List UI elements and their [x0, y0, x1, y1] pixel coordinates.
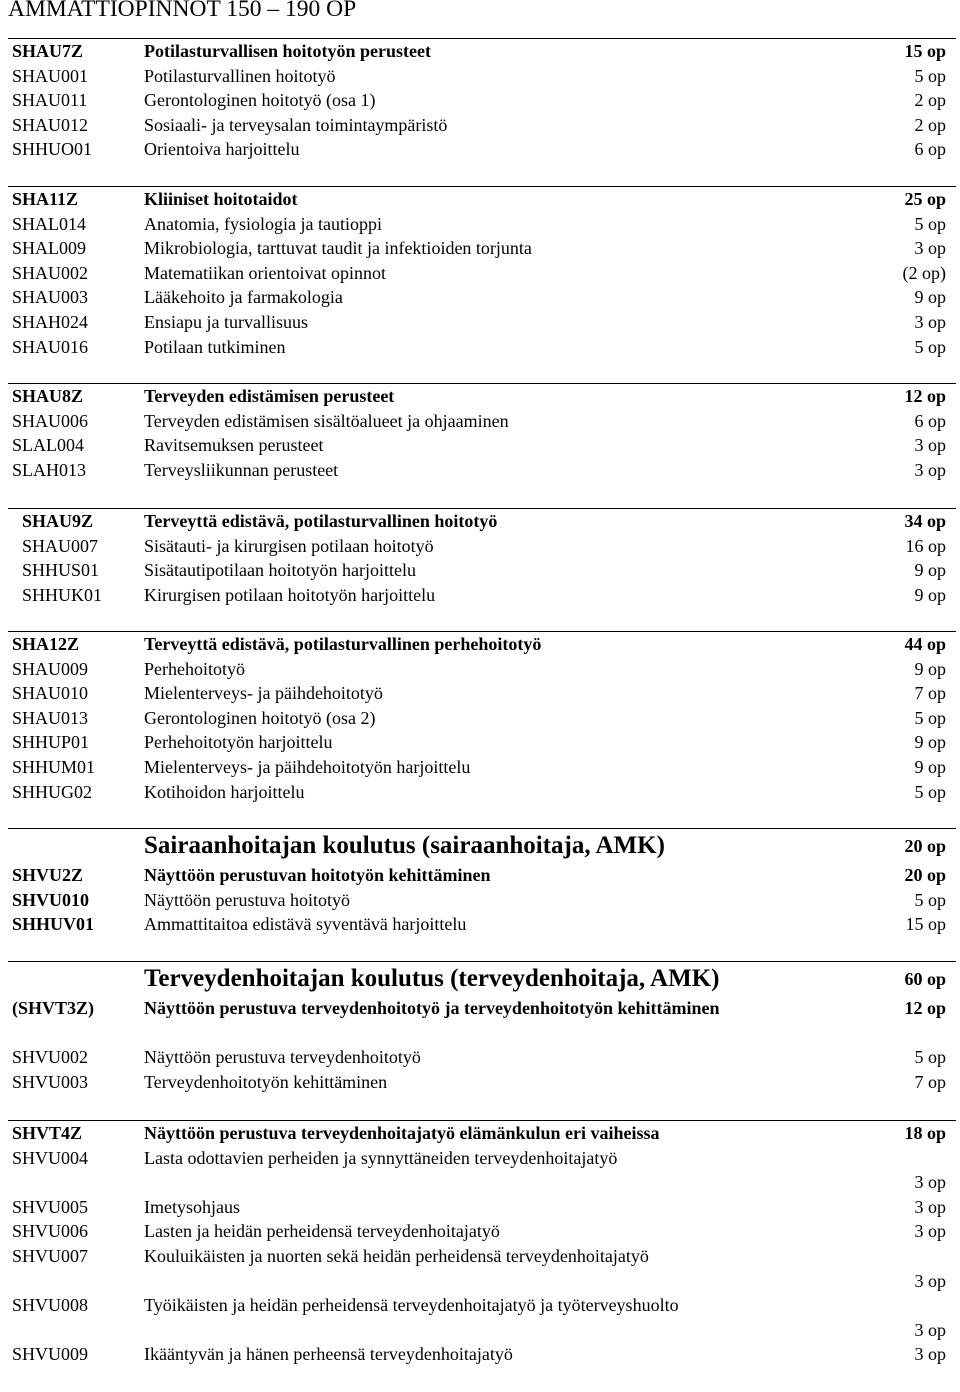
course-credits: 2 op: [914, 90, 946, 111]
course-credits: 2 op: [914, 114, 946, 135]
course-row: [8, 261, 956, 286]
course-row: [8, 730, 956, 755]
module-section: [8, 961, 956, 1120]
module-section: [8, 1120, 956, 1392]
module-row: [8, 384, 956, 409]
course-title: Näyttöön perustuva terveydenhoitotyö ja terveydenhoitotyön kehittäminen: [144, 998, 720, 1018]
course-row: [8, 681, 956, 706]
module-section: [8, 186, 956, 383]
course-code: SHVU2Z: [12, 865, 84, 885]
module-row: [8, 863, 956, 888]
course-credits: 5 op: [914, 65, 946, 86]
module-row: [8, 996, 956, 1045]
course-title: Ravitsemuksen perusteet: [144, 435, 324, 456]
course-code: SHVU006: [12, 1221, 89, 1242]
module-section: [8, 508, 956, 631]
course-row: [8, 212, 956, 237]
section-heading-row: [8, 829, 956, 863]
course-credits: 3 op: [914, 1344, 946, 1365]
course-title: Gerontologinen hoitotyö (osa 2): [144, 707, 376, 728]
course-credits: 5 op: [914, 213, 946, 234]
page-title: AMMATTIOPINNOT 150 – 190 OP: [8, 0, 357, 22]
course-credits: 9 op: [914, 756, 946, 777]
course-code: [8, 962, 144, 996]
course-code: [8, 829, 144, 863]
course-row: [8, 335, 956, 360]
course-code: SHAH024: [12, 311, 89, 332]
course-title: Näyttöön perustuva hoitotyö: [144, 889, 350, 910]
course-code: SHAU8Z: [12, 386, 84, 406]
course-credits: 5 op: [914, 889, 946, 910]
course-title: Sosiaali- ja terveysalan toimintaympäristö: [144, 114, 448, 135]
course-code: SHAU009: [12, 658, 89, 679]
course-credits: 7 op: [914, 1071, 946, 1092]
course-title: Terveyden edistämisen sisältöalueet ja ohjaaminen: [144, 410, 509, 431]
course-title: Mielenterveys- ja päihdehoitotyön harjoittelu: [144, 756, 471, 777]
course-credits: 5 op: [914, 336, 946, 357]
course-row: [8, 1244, 956, 1293]
course-title: Työikäisten ja heidän perheidensä terveydenhoitajatyö ja työterveyshuolto: [144, 1295, 679, 1316]
course-title: Orientoiva harjoittelu: [144, 139, 300, 160]
course-credits: 5 op: [914, 781, 946, 802]
course-code: (SHVT3Z): [12, 998, 95, 1018]
course-row: [8, 888, 956, 913]
course-title: Matematiikan orientoivat opinnot: [144, 262, 386, 283]
course-title: Näyttöön perustuva terveydenhoitajatyö elämänkulun eri vaiheissa: [144, 1123, 660, 1143]
course-title: Lääkehoito ja farmakologia: [144, 287, 343, 308]
course-credits: 20 op: [904, 836, 946, 856]
course-code: SHVU003: [12, 1071, 89, 1092]
course-credits: 3 op: [914, 311, 946, 332]
course-credits: 3 op: [914, 1172, 946, 1193]
course-code: SHA11Z: [12, 189, 79, 209]
course-title: Imetysohjaus: [144, 1196, 240, 1217]
course-row: [8, 780, 956, 805]
course-credits: 3 op: [914, 1270, 946, 1291]
course-title: Mielenterveys- ja päihdehoitotyö: [144, 683, 383, 704]
course-credits: 9 op: [914, 732, 946, 753]
course-title: Potilasturvallinen hoitotyö: [144, 65, 336, 86]
course-credits: 15 op: [904, 41, 946, 61]
course-title: Potilasturvallisen hoitotyön perusteet: [144, 41, 431, 61]
course-code: SHHUO01: [12, 139, 93, 160]
course-title: Perhehoitotyö: [144, 658, 245, 679]
course-row: [8, 1219, 956, 1244]
course-title: Kotihoidon harjoittelu: [144, 781, 305, 802]
course-credits: 5 op: [914, 1047, 946, 1068]
course-title: Sairaanhoitajan koulutus (sairaanhoitaja, AMK): [144, 832, 665, 859]
course-code: SHAU016: [12, 336, 89, 357]
course-code: SLAL004: [12, 435, 84, 456]
course-code: SHAU001: [12, 65, 89, 86]
course-code: SHHUM01: [12, 756, 96, 777]
course-title: Lasta odottavien perheiden ja synnyttäneiden terveydenhoitajatyö: [144, 1147, 618, 1168]
course-code: SHHUG02: [12, 781, 93, 802]
course-code: SHAU011: [12, 90, 88, 111]
course-row: [8, 409, 956, 434]
course-credits: (2 op): [902, 262, 946, 283]
course-credits: 5 op: [914, 707, 946, 728]
course-credits: 3 op: [914, 1319, 946, 1340]
course-credits: 3 op: [914, 1196, 946, 1217]
module-row: [8, 1121, 956, 1146]
course-code: SHAL014: [12, 213, 87, 234]
course-credits: 7 op: [914, 683, 946, 704]
course-code: SHHUK01: [22, 584, 103, 605]
course-row: [8, 64, 956, 89]
course-row: [8, 310, 956, 335]
course-credits: 15 op: [905, 914, 946, 935]
course-title: Terveydenhoitajan koulutus (terveydenhoitaja, AMK): [144, 965, 720, 992]
course-credits: 9 op: [914, 658, 946, 679]
module-row: [8, 39, 956, 64]
course-credits: 16 op: [905, 535, 946, 556]
course-row: [8, 706, 956, 731]
course-title: Ikääntyvän ja hänen perheensä terveydenhoitajatyö: [144, 1344, 513, 1365]
module-section: [8, 828, 956, 961]
course-title: Sisätauti- ja kirurgisen potilaan hoitotyö: [144, 535, 434, 556]
course-credits: 34 op: [904, 511, 946, 531]
course-credits: 18 op: [904, 1123, 946, 1143]
course-title: Potilaan tutkiminen: [144, 336, 286, 357]
course-title: Gerontologinen hoitotyö (osa 1): [144, 90, 376, 111]
course-title: Ammattitaitoa edistävä syventävä harjoittelu: [144, 914, 467, 935]
module-row: [8, 632, 956, 657]
course-row: [8, 1195, 956, 1220]
course-row: [8, 236, 956, 261]
course-code: SHVU008: [12, 1295, 89, 1316]
course-title: Terveysliikunnan perusteet: [144, 459, 339, 480]
course-credits: 9 op: [914, 584, 946, 605]
course-row: [8, 285, 956, 310]
course-row: [8, 657, 956, 682]
course-row: [8, 113, 956, 138]
course-credits: 9 op: [914, 287, 946, 308]
course-credits: 3 op: [914, 238, 946, 259]
course-code: SHVU009: [12, 1344, 89, 1365]
course-row: [8, 1070, 956, 1095]
course-title: Anatomia, fysiologia ja tautioppi: [144, 213, 382, 234]
course-row: [8, 1146, 956, 1195]
course-row: [8, 912, 956, 937]
course-row: [8, 88, 956, 113]
course-credits: 25 op: [904, 189, 946, 209]
course-code: SHAL009: [12, 238, 87, 259]
course-row: [8, 1342, 956, 1367]
course-code: SHAU010: [12, 683, 89, 704]
course-row: [8, 458, 956, 483]
course-credits: 12 op: [904, 998, 946, 1018]
course-title: Terveyttä edistävä, potilasturvallinen perhehoitotyö: [144, 634, 542, 654]
section-heading-row: [8, 962, 956, 996]
course-row: [8, 1045, 956, 1070]
course-code: SHAU7Z: [12, 41, 84, 61]
course-code: SHVU005: [12, 1196, 89, 1217]
course-code: SHVU010: [12, 889, 90, 910]
course-code: SHHUS01: [22, 560, 100, 581]
course-credits: 60 op: [904, 969, 946, 989]
course-code: SHAU002: [12, 262, 89, 283]
course-code: SHVT4Z: [12, 1123, 83, 1143]
course-title: Kliiniset hoitotaidot: [144, 189, 298, 209]
course-code: SHHUP01: [12, 732, 90, 753]
course-title: Kouluikäisten ja nuorten sekä heidän perheidensä terveydenhoitajatyö: [144, 1245, 649, 1266]
course-credits: 44 op: [904, 634, 946, 654]
course-code: SHAU006: [12, 410, 89, 431]
course-code: SHA12Z: [12, 634, 80, 654]
course-credits: 3 op: [914, 1221, 946, 1242]
course-credits: 9 op: [914, 560, 946, 581]
course-code: SHVU007: [12, 1245, 89, 1266]
course-title: Sisätautipotilaan hoitotyön harjoittelu: [144, 560, 416, 581]
course-title: Terveyden edistämisen perusteet: [144, 386, 395, 406]
course-title: Lasten ja heidän perheidensä terveydenhoitajatyö: [144, 1221, 500, 1242]
course-code: SHHUV01: [12, 914, 95, 935]
module-row: [8, 509, 956, 534]
course-row: [8, 1293, 956, 1342]
course-title: Näyttöön perustuva terveydenhoitotyö: [144, 1047, 421, 1068]
course-code: SHAU007: [22, 535, 99, 556]
course-code: SHVU002: [12, 1047, 89, 1068]
course-title: Terveyttä edistävä, potilasturvallinen hoitotyö: [144, 511, 498, 531]
module-row: [8, 187, 956, 212]
course-row: [8, 137, 956, 162]
course-title: Näyttöön perustuvan hoitotyön kehittäminen: [144, 865, 491, 885]
course-credits: 6 op: [914, 410, 946, 431]
course-title: Ensiapu ja turvallisuus: [144, 311, 308, 332]
module-section: [8, 383, 956, 508]
course-row: [8, 558, 956, 583]
course-code: SHAU012: [12, 114, 89, 135]
course-credits: 12 op: [904, 386, 946, 406]
module-section: [8, 631, 956, 828]
course-code: SHAU013: [12, 707, 89, 728]
course-credits: 6 op: [914, 139, 946, 160]
course-code: SHVU004: [12, 1147, 89, 1168]
course-code: SHAU9Z: [22, 511, 94, 531]
course-row: [8, 583, 956, 608]
course-code: SHAU003: [12, 287, 89, 308]
course-title: Perhehoitotyön harjoittelu: [144, 732, 333, 753]
module-section: [8, 38, 956, 186]
course-credits: 20 op: [904, 865, 946, 885]
course-title: Mikrobiologia, tarttuvat taudit ja infektioiden torjunta: [144, 238, 532, 259]
course-row: [8, 755, 956, 780]
course-credits: 3 op: [914, 459, 946, 480]
course-title: Terveydenhoitotyön kehittäminen: [144, 1071, 388, 1092]
course-title: Kirurgisen potilaan hoitotyön harjoittelu: [144, 584, 436, 605]
course-code: SLAH013: [12, 459, 87, 480]
course-row: [8, 433, 956, 458]
course-credits: 3 op: [914, 435, 946, 456]
course-row: [8, 534, 956, 559]
